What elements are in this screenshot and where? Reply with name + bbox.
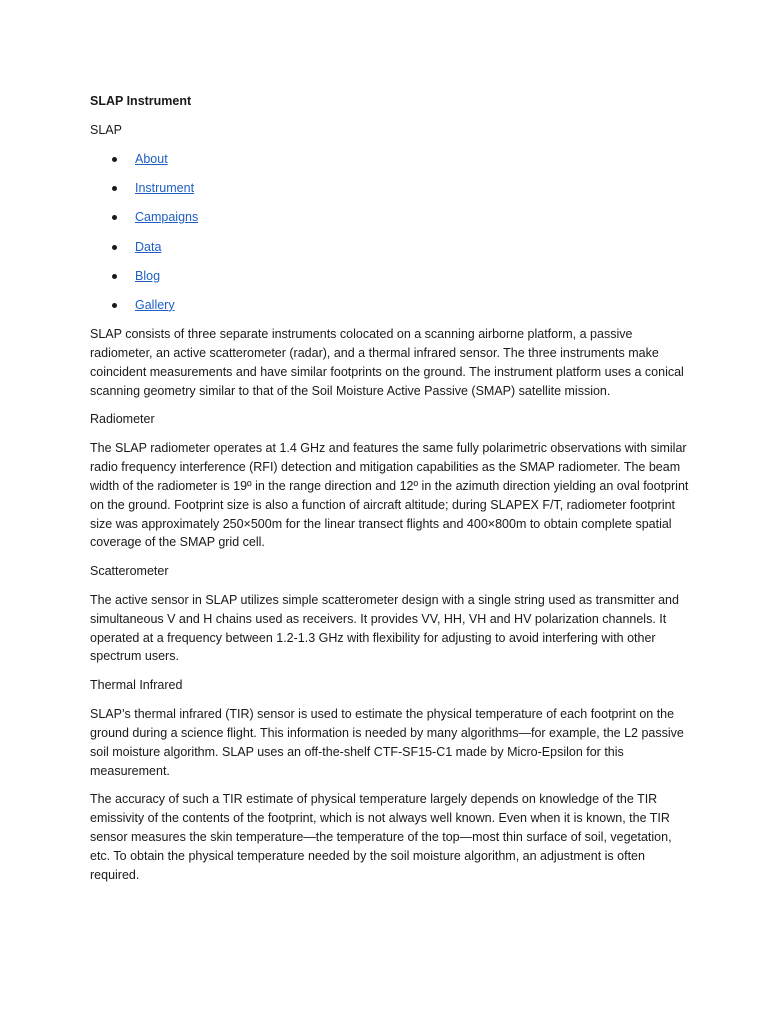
nav-link-instrument[interactable]: Instrument <box>135 181 195 196</box>
nav-item-gallery <box>90 296 690 315</box>
bullet-icon <box>112 215 117 220</box>
nav-link-campaigns[interactable]: Campaigns <box>135 210 199 225</box>
nav-link-gallery[interactable]: Gallery <box>135 297 175 312</box>
nav-item-data <box>90 238 690 257</box>
document-title: SLAP Instrument <box>90 94 192 108</box>
nav-link-data[interactable]: Data <box>135 239 162 254</box>
thermal-heading: Thermal Infrared <box>90 678 183 693</box>
scatterometer-paragraph: The active sensor in SLAP utilizes simple scatterometer design with a single string used as transmitter and simultaneous V and H chains used as receivers. It provides VV, HH, VH and HV polarization channels. It operated at a frequency between 1.2-1.3 GHz with flexibility for adjusting to avoid interfering with other spectrum users. <box>90 593 679 664</box>
thermal-paragraph-1: SLAP’s thermal infrared (TIR) sensor is used to estimate the physical temperature of each footprint on the ground during a science flight. This information is needed by many algorithms—for example, the L2 passive soil moisture algorithm. SLAP uses an off-the-shelf CTF-SF15-C1 made by Micro-Epsilon for this measurement. <box>90 707 684 778</box>
bullet-icon <box>112 186 117 191</box>
bullet-icon <box>112 303 117 308</box>
nav-item-about <box>90 150 690 169</box>
radiometer-heading: Radiometer <box>90 412 155 427</box>
radiometer-paragraph: The SLAP radiometer operates at 1.4 GHz and features the same fully polarimetric observations with similar radio frequency interference (RFI) detection and mitigation capabilities as the SMAP radiometer. The beam width of the radiometer is 19º in the range direction and 12º in the azimuth direction yielding an oval footprint on the ground. Footprint size is also a function of aircraft altitude; during SLAPEX F/T, radiometer footprint size was approximately 250×500m for the linear transect flights and 400×800m to obtain complete spatial coverage of the SMAP grid cell. <box>90 441 689 550</box>
site-label: SLAP <box>90 123 122 137</box>
document-page <box>90 92 690 894</box>
intro-paragraph: SLAP consists of three separate instruments colocated on a scanning airborne platform, a passive radiometer, an active scatterometer (radar), and a thermal infrared sensor. The three instruments make coincident measurements and have similar footprints on the ground. The instrument platform uses a conical scanning geometry similar to that of the Soil Moisture Active Passive (SMAP) satellite mission. <box>90 327 684 398</box>
nav-link-blog[interactable]: Blog <box>135 268 161 283</box>
bullet-icon <box>112 245 117 250</box>
nav-item-blog <box>90 267 690 286</box>
scatterometer-heading: Scatterometer <box>90 564 169 579</box>
nav-item-instrument <box>90 179 690 198</box>
nav-list <box>90 150 690 315</box>
bullet-icon <box>112 157 117 162</box>
thermal-paragraph-2: The accuracy of such a TIR estimate of physical temperature largely depends on knowledge of the TIR emissivity of the contents of the footprint, which is not always well known. Even when it is known, the TIR sensor measures the skin temperature—the temperature of the top—most thin surface of soil, vegetation, etc. To obtain the physical temperature needed by the soil moisture algorithm, an adjustment is often required. <box>90 792 672 882</box>
nav-item-campaigns <box>90 208 690 227</box>
nav-link-about[interactable]: About <box>135 152 168 166</box>
bullet-icon <box>112 274 117 279</box>
